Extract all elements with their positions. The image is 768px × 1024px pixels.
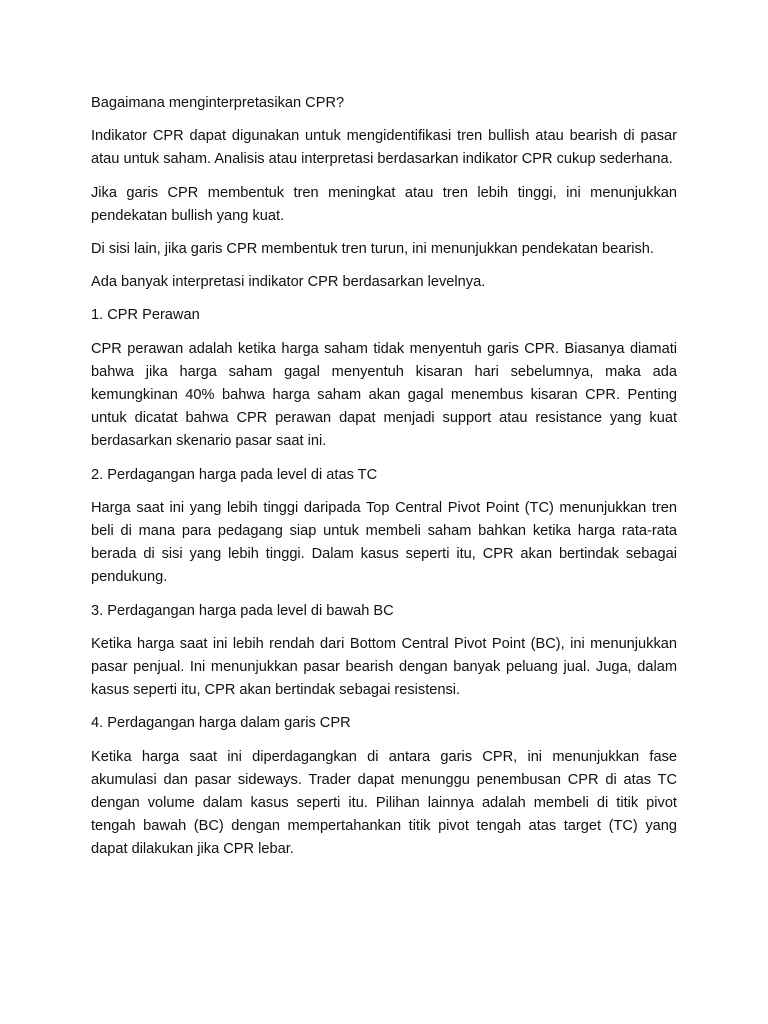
section-title-within-cpr: 4. Perdagangan harga dalam garis CPR	[91, 715, 351, 732]
intro-paragraph-1: Indikator CPR dapat digunakan untuk mengidentifikasi tren bullish atau bearish di pasar atau untuk saham. Analisis atau interpretasi berdasarkan indikator CPR cukup sederhana.	[91, 128, 677, 168]
section-body-within-cpr: Ketika harga saat ini diperdagangkan di antara garis CPR, ini menunjukkan fase akumulasi dan pasar sideways. Trader dapat menunggu penembusan CPR di atas TC dengan volume dalam kasus seperti itu. Pilihan lainnya adalah membeli di titik pivot tengah bawah (BC) dengan mempertahankan titik pivot tengah atas target (TC) yang dapat dilakukan jika CPR lebar.	[91, 748, 677, 858]
section-body-below-bc: Ketika harga saat ini lebih rendah dari Bottom Central Pivot Point (BC), ini menunjukkan pasar penjual. Ini menunjukkan pasar bearish dengan banyak peluang jual. Juga, dalam kasus seperti itu, CPR akan bertindak sebagai resistensi.	[91, 635, 677, 699]
section-title-below-bc: 3. Perdagangan harga pada level di bawah BC	[91, 602, 394, 619]
section-title-above-tc: 2. Perdagangan harga pada level di atas TC	[91, 466, 378, 483]
intro-paragraph-3: Di sisi lain, jika garis CPR membentuk tren turun, ini menunjukkan pendekatan bearish.	[91, 241, 654, 258]
section-body-above-tc: Harga saat ini yang lebih tinggi daripada Top Central Pivot Point (TC) menunjukkan tren beli di mana para pedagang siap untuk membeli saham bahkan ketika harga rata-rata berada di sisi yang lebih tinggi. Dalam kasus seperti itu, CPR akan bertindak sebagai pendukung.	[91, 499, 677, 586]
section-body-cpr-perawan: CPR perawan adalah ketika harga saham tidak menyentuh garis CPR. Biasanya diamati bahwa jika harga saham gagal menyentuh kisaran hari sebelumnya, maka ada kemungkinan 40% bahwa harga saham akan gagal menembus kisaran CPR. Penting untuk dicatat bahwa CPR perawan dapat menjadi support atau resistance yang kuat berdasarkan skenario pasar saat ini.	[91, 340, 677, 450]
section-title-cpr-perawan: 1. CPR Perawan	[91, 307, 200, 324]
document-page	[91, 92, 677, 872]
intro-paragraph-2: Jika garis CPR membentuk tren meningkat atau tren lebih tinggi, ini menunjukkan pendekatan bullish yang kuat.	[91, 184, 677, 224]
document-heading: Bagaimana menginterpretasikan CPR?	[91, 95, 345, 111]
intro-paragraph-4: Ada banyak interpretasi indikator CPR berdasarkan levelnya.	[91, 274, 486, 291]
